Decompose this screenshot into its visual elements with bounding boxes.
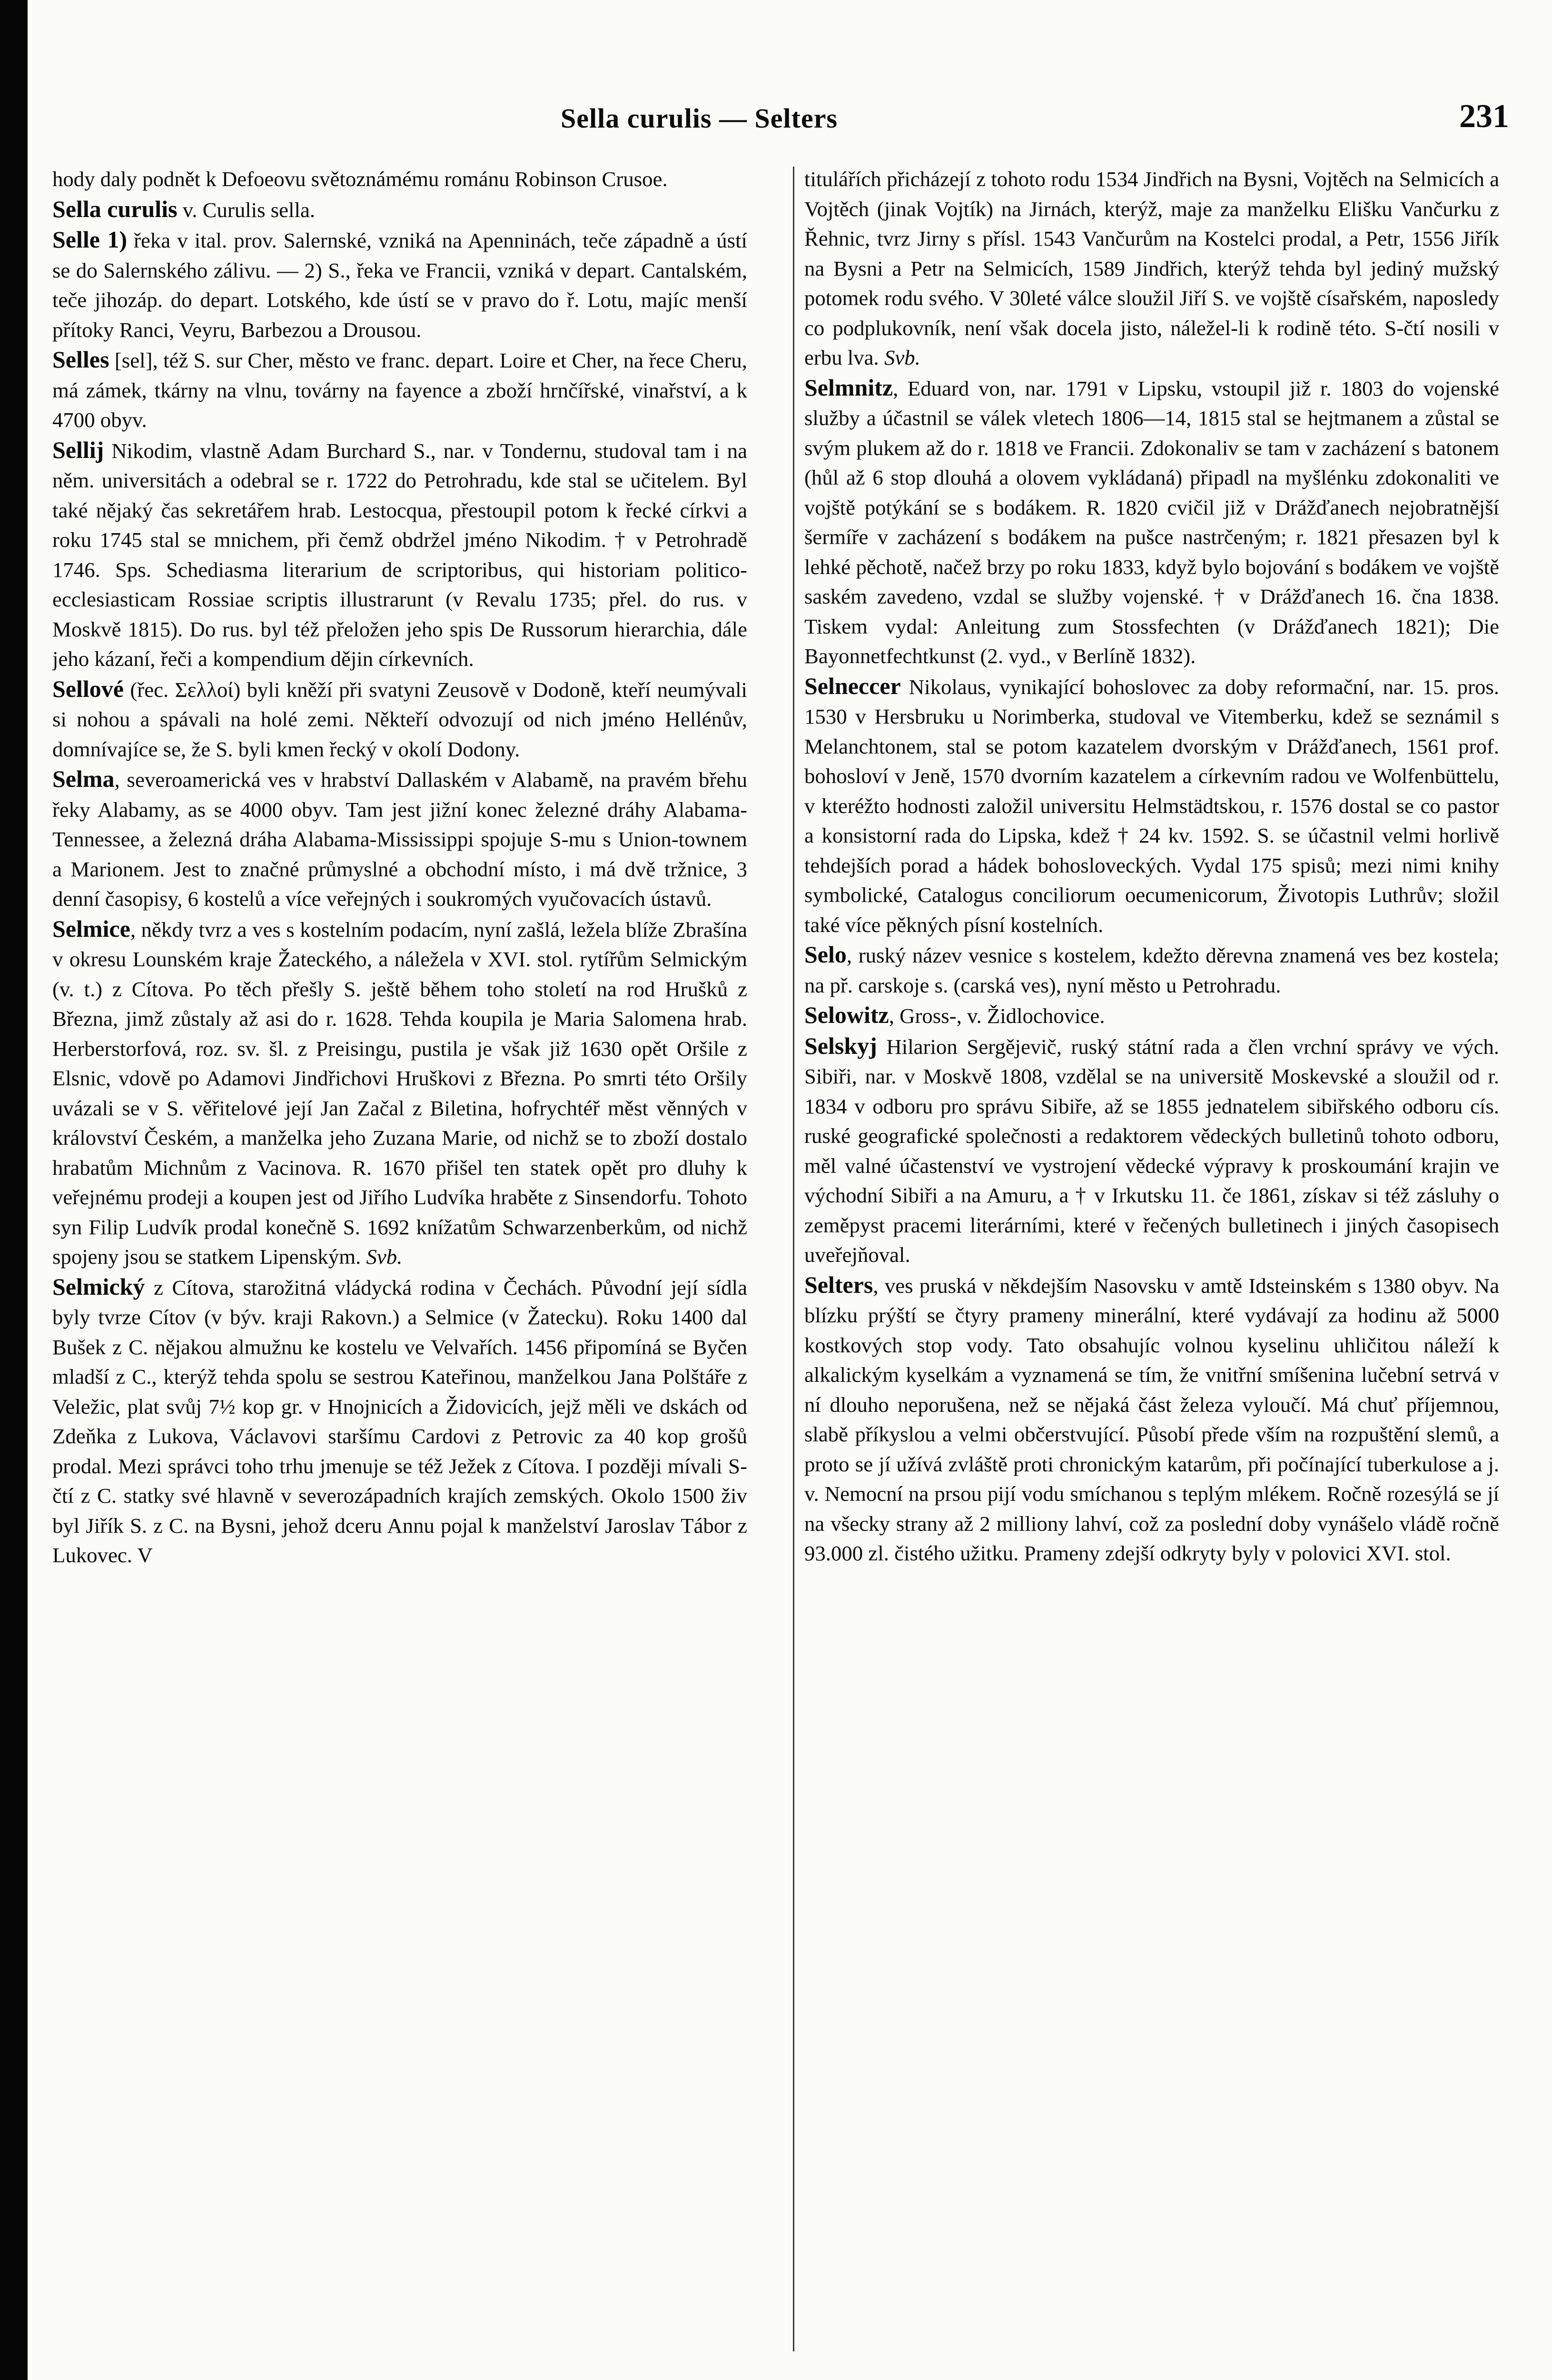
entry-headword: Selles bbox=[52, 346, 109, 373]
entry-headword: Selmice bbox=[52, 915, 130, 942]
dictionary-entry bbox=[804, 1270, 1499, 1568]
entry-text: (řec. Σελλοί) byli kněží při svatyni Zeusově v Dodoně, kteří neumývali si nohou a spávali na holé zemi. Někteří odvozují od nich jméno Hellénův, domnívajíce se, že S. byli kmen řecký v okolí Dodony. bbox=[52, 677, 747, 761]
entry-text: , Eduard von, nar. 1791 v Lipsku, vstoupil již r. 1803 do vojenské služby a účastnil se válek vletech 1806—14, 1815 stal se hejtmanem a zůstal se svým plukem až do r. 1818 ve Francii. Zdokonaliv se tam v zacházení s batonem (hůl až 6 stop dlouhá a olovem vykládaná) připadl na myšlénku zdokonaliti ve vojště potýkání se s bodákem. R. 1820 cvičil již v Drážďanech nejobratnější šermíře v zacházení s bodákem na pušce nastrčeným; r. 1821 přesazen byl k lehké pěchotě, načež brzy po roku 1833, když bylo bojování s bodákem ve vojště saském zavedeno, vzdal se služby vojenské. † v Drážďanech 16. čna 1838. Tiskem vydal: Anleitung zum Stossfechten (v Drážďanech 1821); Die Bayonnetfechtkunst (2. vyd., v Berlíně 1832). bbox=[804, 376, 1499, 668]
entry-headword: Selo bbox=[804, 941, 847, 968]
entry-headword: Selmnitz bbox=[804, 374, 893, 401]
entry-signature: Svb. bbox=[366, 1245, 403, 1269]
dictionary-entry bbox=[52, 914, 747, 1272]
dictionary-entry bbox=[52, 435, 747, 674]
continued-entry bbox=[804, 164, 1499, 373]
entry-headword: Selma bbox=[52, 765, 115, 792]
entry-headword: Selmický bbox=[52, 1273, 145, 1300]
dictionary-entry bbox=[804, 373, 1499, 671]
entry-text: Nikodim, vlastně Adam Burchard S., nar. v Tondernu, studoval tam i na něm. universitách a odebral se r. 1722 do Petrohradu, kde stal se učitelem. Byl také nějaký čas sekretářem hrab. Lestocqua, přestoupil potom k řecké církvi a roku 1745 stal se mnichem, při čemž obdržel jméno Nikodim. † v Petrohradě 1746. Sps. Schediasma literarium de scriptoribus, qui historiam politico-ecclesiasticam Rossiae scriptis illustrarunt (v Revalu 1735; přel. do rus. v Moskvě 1815). Do rus. byl též přeložen jeho spis De Russorum hierarchia, dále jeho kázaní, řeči a kompendium dějin církevních. bbox=[52, 438, 747, 671]
entry-headword: Sellij bbox=[52, 436, 104, 463]
entry-text: , severoamerická ves v hrabství Dallaském v Alabamě, na pravém břehu řeky Alabamy, as se 4000 obyv. Tam jest jižní konec železné dráhy Alabama-Tennessee, a železná dráha Alabama-Mississippi spojuje S-mu s Union-townem a Marionem. Jest to značné průmyslné a obchodní místo, i má dvě tržnice, 3 denní časopisy, 6 kostelů a více veřejných i soukromých vyučovacích ústavů. bbox=[52, 768, 747, 911]
page-header bbox=[28, 93, 1552, 145]
entry-headword: Selters bbox=[804, 1271, 873, 1298]
dictionary-entry bbox=[52, 674, 747, 764]
entry-text: v. Curulis sella. bbox=[177, 198, 316, 222]
entry-headword: Selskyj bbox=[804, 1032, 877, 1059]
dictionary-entry bbox=[804, 1000, 1499, 1031]
entry-text: titulářích přicházejí z tohoto rodu 1534 Jindřich na Bysni, Vojtěch na Selmicích a Vojtěch (jinak Vojtík) na Jirnách, kterýž, maje za manželku Elišku Vančurku z Řehnic, tvrz Jirny s přísl. 1543 Vančurům na Kostelci prodal, a Petr, 1556 Jiřík na Bysni a Petr na Selmicích, 1589 Jindřich, kterýž tehda byl jediný mužský potomek rodu svého. V 30leté válce sloužil Jiří S. ve vojště císařském, naposledy co podplukovník, není však docela jisto, náležel-li k rodině této. S-čtí nosili v erbu lva. bbox=[804, 167, 1499, 369]
dictionary-entry bbox=[52, 225, 747, 345]
dictionary-entry bbox=[52, 345, 747, 435]
entry-headword: Selneccer bbox=[804, 672, 901, 699]
entry-headword: Selowitz bbox=[804, 1002, 889, 1028]
entry-text: [sel], též S. sur Cher, město ve franc. depart. Loire et Cher, na řece Cheru, má zámek, tkárny na vlnu, továrny na fayence a zboží hrnčířské, vinařství, a k 4700 obyv. bbox=[52, 348, 747, 432]
dictionary-entry bbox=[52, 1272, 747, 1570]
entry-text: , někdy tvrz a ves s kostelním podacím, nyní zašlá, ležela blíže Zbrašína v okresu Lounském kraje Žateckého, a náležela v XVI. stol. rytířům Selmickým (v. t.) z Cítova. Po těch přešly S. ještě během toho století na rod Hrušků z Března, jimž zůstaly až asi do r. 1628. Tehda koupila je Maria Salomena hrab. Herberstorfová, roz. sv. šl. z Preisingu, pustila je však již 1630 opět Oršile z Elsnic, vdově po Adamovi Jindřichovi Hruškovi z Března. Po smrti této Oršily uvázali se v S. věřitelové její Jan Začal z Biletina, hofrychtéř měst věnných v království Českém, a manželka jeho Zuzana Marie, od nichž se to zboží dostalo hrabatům Michnům z Vacinova. R. 1670 přišel ten statek opět pro dluhy k veřejnému prodeji a koupen jest od Jiřího Ludvíka hraběte z Sinsendorfu. Tohoto syn Filip Ludvík prodal konečně S. 1692 knížatům Schwarzenberkům, od nichž spojeny jsou se statkem Lipenským. bbox=[52, 917, 747, 1269]
running-head: Sella curulis — Selters bbox=[561, 103, 838, 134]
dictionary-entry bbox=[52, 764, 747, 914]
entry-headword: Sella curulis bbox=[52, 195, 178, 222]
entry-text: , ves pruská v někdejším Nasovsku v amtě Idsteinském s 1380 obyv. Na blízku prýští se čtyry prameny minerální, které vydávají za hodinu až 5000 kostkových stop vody. Tato obsahujíc volnou kyselinu uhličitou náleží k alkalickým kyselkám a vyznamená se tím, že vnitřní smíšenina lučební setrvá v ní dlouho neporušena, než se nějaká část železa vyloučí. Má chuť příjemnou, slabě příkyslou a velmi občerstvující. Působí přede vším na rozpuštění slemů, a proto se jí užívá zvláště proti chronickým katarům, při počínající tuberkulose a j. v. Nemocní na prsou pijí vodu smíchanou s teplým mlékem. Ročně rozesýlá se jí na všecky strany až 2 milliony lahví, což za poslední doby vynášelo vládě ročně 93.000 zl. čistého užitku. Prameny zdejší odkryty byly v polovici XVI. stol. bbox=[804, 1273, 1499, 1565]
entry-text: hody daly podnět k Defoeovu světoznámému románu Robinson Crusoe. bbox=[52, 167, 668, 191]
entry-headword: Sellové bbox=[52, 675, 124, 702]
dictionary-entry bbox=[52, 194, 747, 225]
left-column bbox=[52, 164, 747, 2373]
entry-text: , ruský název vesnice s kostelem, kdežto děrevna znamená ves bez kostela; na př. carskoje s. (carská ves), nyní město u Petrohradu. bbox=[804, 943, 1499, 997]
dictionary-entry bbox=[804, 1031, 1499, 1270]
entry-text: z Cítova, starožitná vládycká rodina v Čechách. Původní její sídla byly tvrze Cítov (v býv. kraji Rakovn.) a Selmice (v Žatecku). Roku 1400 dal Bušek z C. nějakou almužnu ke kostelu ve Velvařích. 1456 připomíná se Byčen mladší z C., kterýž tehda spolu se sestrou Kateřinou, manželkou Jana Polštáře z Veležic, plat svůj 7½ kop gr. v Hnojnicích a Židovicích, jejž měli ve dskách od Zdeňka z Lukova, Václavovi staršímu Cardovi z Petrovic za 40 kop grošů prodal. Mezi správci toho trhu jmenuje se též Ježek z Cítova. I později mívali S-čtí z C. statky své hlavně v severozápadních krajích zemských. Okolo 1500 živ byl Jiřík S. z C. na Bysni, jehož dceru Annu pojal k manželství Jaroslav Tábor z Lukovec. V bbox=[52, 1275, 747, 1567]
dictionary-entry bbox=[804, 671, 1499, 940]
entry-text: Hilarion Sergějevič, ruský státní rada a člen vrchní správy ve vých. Sibiři, nar. v Moskvě 1808, vzdělal se na universitě Moskevské a sloužil od r. 1834 v odboru pro správu Sibiře, až se 1855 jednatelem sibiřského odboru cís. ruské geografické společnosti a redaktorem vědeckých bulletinů tohoto odboru, měl valné účastenství ve vystrojení vědecké výpravy k proskoumání krajin ve východní Sibiři a na Amuru, a † v Irkutsku 11. če 1861, získav si též zásluhy o zeměpyst pracemi literárními, které v řečených bulletinech i jiných časopisech uveřejňoval. bbox=[804, 1034, 1499, 1267]
entry-signature: Svb. bbox=[884, 346, 920, 369]
entry-headword: Selle 1) bbox=[52, 226, 128, 253]
dictionary-entry bbox=[804, 940, 1499, 1000]
continued-entry bbox=[52, 164, 747, 194]
column-divider bbox=[793, 167, 794, 2351]
right-column bbox=[804, 164, 1499, 2373]
entry-text: Nikolaus, vynikající bohoslovec za doby reformační, nar. 15. pros. 1530 v Hersbruku u Norimberka, studoval ve Vitemberku, kdež se seznámil s Melanchtonem, stal se potom kazatelem dvorským v Drážďanech, 1561 prof. bohosloví v Jeně, 1570 dvorním kazatelem a církevním radou ve Wolfenbüttelu, v kteréžto hodnosti založil universitu Helmstädtskou, r. 1576 dostal se co pastor a konsistorní rada do Lipska, kdež † 24 kv. 1592. S. se účastnil velmi horlivě tehdejších porad a hádek bohosloveckých. Vydal 175 spisů; mezi nimi knihy symbolické, Catalogus conciliorum oecumenicorum, Životopis Luthrův; složil také více pěkných písní kostelních. bbox=[804, 674, 1499, 937]
entry-text: , Gross-, v. Židlochovice. bbox=[889, 1004, 1105, 1028]
page-number: 231 bbox=[1459, 98, 1509, 135]
entry-text: řeka v ital. prov. Salernské, vzniká na Apenninách, teče západně a ústí se do Salernského zálivu. — 2) S., řeka ve Francii, vzniká v depart. Cantalském, teče jihozáp. do depart. Lotského, kde ústí se v pravo do ř. Lotu, majíc menší přítoky Ranci, Veyru, Barbezou a Drousou. bbox=[52, 228, 747, 342]
